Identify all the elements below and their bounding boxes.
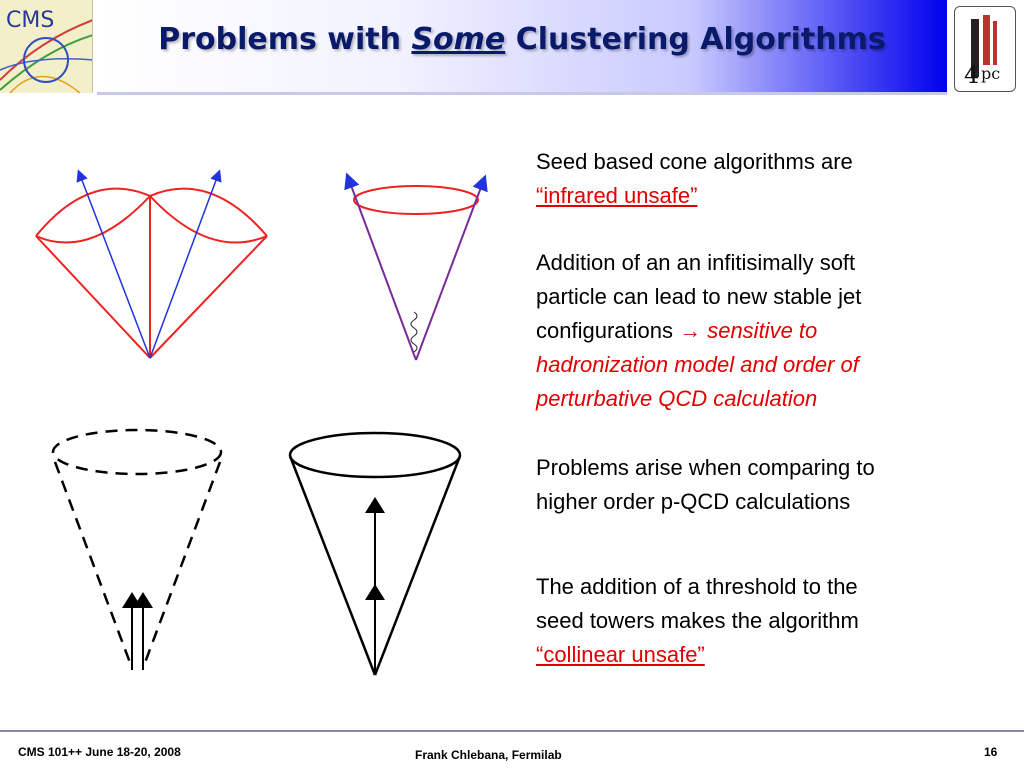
fermilab-logo-graphic bbox=[955, 7, 1015, 91]
svg-text:4: 4 bbox=[964, 61, 980, 89]
double-cone-diagram bbox=[36, 175, 267, 358]
p2-line3-pre: configurations bbox=[536, 318, 680, 343]
p4-quote: “collinear unsafe” bbox=[536, 642, 705, 667]
title-emphasis: Some bbox=[411, 22, 506, 57]
footer-author: Frank Chlebana, Fermilab bbox=[415, 748, 562, 762]
paragraph-pqcd bbox=[536, 451, 1006, 519]
p1-line1: Seed based cone algorithms are bbox=[536, 149, 853, 174]
single-cone-soft-diagram bbox=[349, 180, 483, 360]
paragraph-soft-particle bbox=[536, 246, 1006, 416]
footer-page-number: 16 bbox=[984, 745, 998, 759]
footer-divider bbox=[0, 730, 1024, 732]
title-post: Clustering Algorithms bbox=[505, 22, 886, 57]
title-pre: Problems with bbox=[158, 22, 412, 57]
cms-logo bbox=[0, 0, 93, 93]
p2-line4: hadronization model and order of bbox=[536, 352, 859, 377]
footer-event: CMS 101++ June 18-20, 2008 bbox=[18, 745, 181, 759]
cms-logo-text: CMS bbox=[6, 8, 55, 33]
title-bar bbox=[97, 0, 947, 95]
p2-arrow: → bbox=[679, 318, 702, 343]
cone-diagrams-svg bbox=[0, 95, 520, 705]
p2-line5: perturbative QCD calculation bbox=[536, 386, 818, 411]
paragraph-infrared bbox=[536, 145, 1006, 213]
p4-line2: seed towers makes the algorithm bbox=[536, 608, 859, 633]
cone-diagrams bbox=[0, 95, 520, 705]
p4-line1: The addition of a threshold to the bbox=[536, 574, 858, 599]
p2-line1: Addition of an an infitisimally soft bbox=[536, 250, 856, 275]
dashed-cone-diagram bbox=[53, 430, 221, 670]
p2-line3-em: sensitive to bbox=[701, 318, 818, 343]
fermilab-logo bbox=[954, 6, 1016, 92]
svg-text:pc: pc bbox=[981, 64, 1001, 83]
solid-cone-diagram bbox=[290, 433, 460, 675]
p2-line2: particle can lead to new stable jet bbox=[536, 284, 862, 309]
p3-line2: higher order p-QCD calculations bbox=[536, 489, 851, 514]
paragraph-collinear bbox=[536, 570, 1006, 672]
slide-title bbox=[97, 22, 947, 57]
p1-quote: “infrared unsafe” bbox=[536, 183, 698, 208]
p3-line1: Problems arise when comparing to bbox=[536, 455, 875, 480]
cms-logo-graphic bbox=[0, 0, 93, 93]
